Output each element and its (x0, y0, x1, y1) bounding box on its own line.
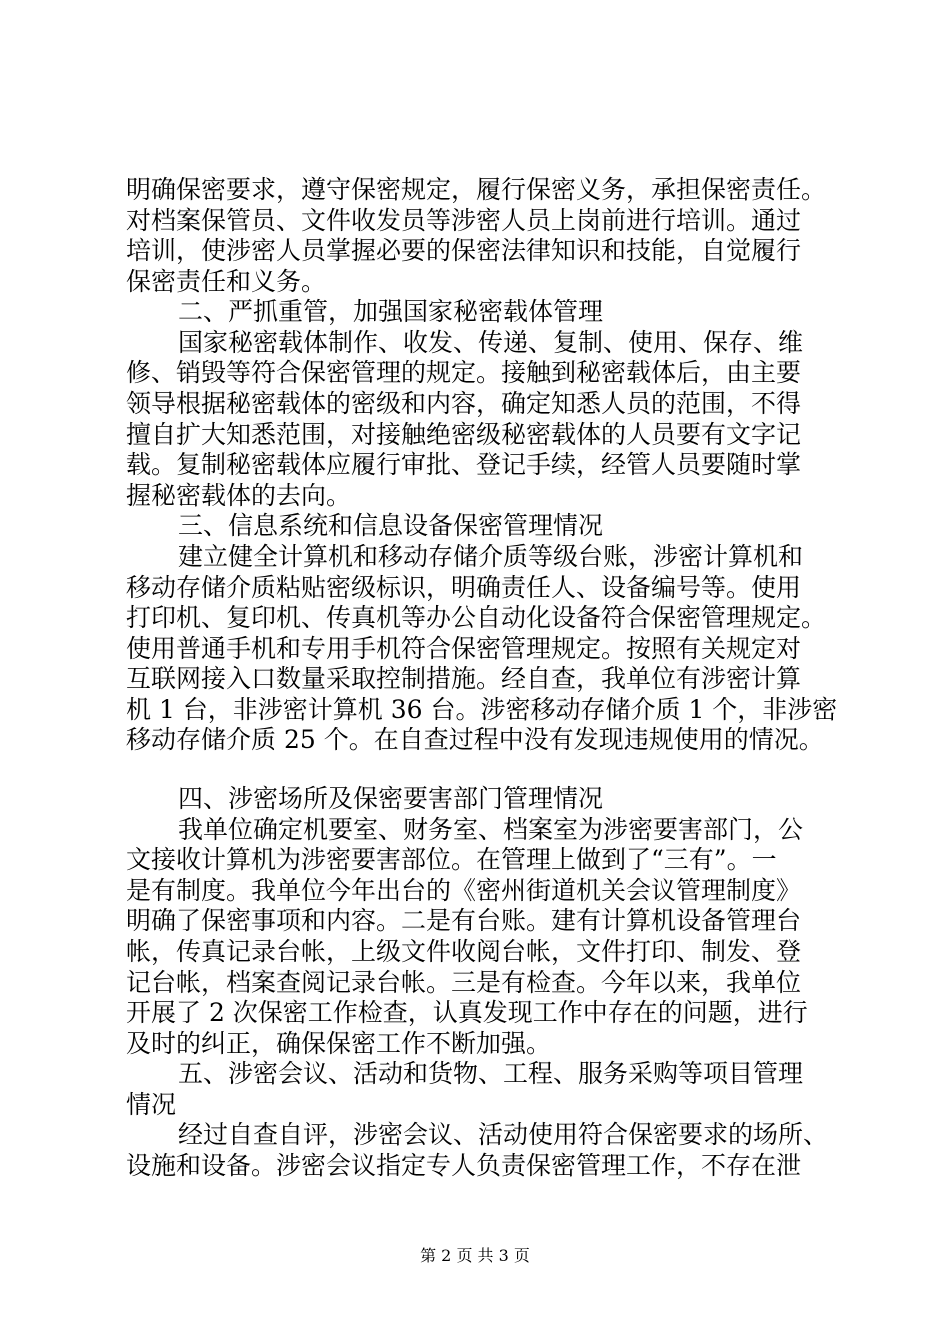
body-text-line: 握秘密载体的去向。 (126, 481, 352, 510)
body-text-line: 打印机、复印机、传真机等办公自动化设备符合保密管理规定。 (126, 603, 827, 632)
body-text-line: 移动存储介质粘贴密级标识，明确责任人、设备编号等。使用 (126, 573, 802, 602)
body-text-line: 擅自扩大知悉范围，对接触绝密级秘密载体的人员要有文字记 (126, 420, 802, 449)
body-text-line: 帐，传真记录台帐，上级文件收阅台帐，文件打印、制发、登 (126, 937, 802, 966)
body-text-line: 使用普通手机和专用手机符合保密管理规定。按照有关规定对 (126, 634, 802, 663)
body-text-line: 领导根据秘密载体的密级和内容，确定知悉人员的范围，不得 (126, 389, 802, 418)
body-text-line: 及时的纠正，确保保密工作不断加强。 (126, 1029, 552, 1058)
page-footer: 第 2 页 共 3 页 (420, 1246, 530, 1265)
body-text-line: 开展了 2 次保密工作检查，认真发现工作中存在的问题，进行 (126, 998, 808, 1027)
body-text-line: 文接收计算机为涉密要害部位。在管理上做到了“三有”。一 (126, 845, 777, 874)
body-text-line: 设施和设备。涉密会议指定专人负责保密管理工作，不存在泄 (126, 1151, 802, 1180)
body-text-line: 移动存储介质 25 个。在自查过程中没有发现违规使用的情况。 (126, 725, 824, 754)
body-text-line: 我单位确定机要室、财务室、档案室为涉密要害部门，公 (178, 815, 804, 844)
body-text-line: 明确了保密事项和内容。二是有台账。建有计算机设备管理台 (126, 906, 802, 935)
body-text-line: 保密责任和义务。 (126, 267, 327, 296)
body-text-line: 载。复制秘密载体应履行审批、登记手续，经管人员要随时掌 (126, 450, 802, 479)
body-text-line: 培训，使涉密人员掌握必要的保密法律知识和技能，自觉履行 (126, 236, 802, 265)
body-text-line: 经过自查自评，涉密会议、活动使用符合保密要求的场所、 (178, 1120, 829, 1149)
body-text-line: 记台帐，档案查阅记录台帐。三是有检查。今年以来，我单位 (126, 968, 802, 997)
body-text-line: 明确保密要求，遵守保密规定，履行保密义务，承担保密责任。 (126, 175, 827, 204)
section-heading: 三、信息系统和信息设备保密管理情况 (178, 511, 604, 540)
section-heading: 五、涉密会议、活动和货物、工程、服务采购等项目管理 (178, 1059, 804, 1088)
section-heading: 二、严抓重管，加强国家秘密载体管理 (178, 297, 604, 326)
body-text-line: 情况 (126, 1090, 177, 1119)
body-text-line: 建立健全计算机和移动存储介质等级台账，涉密计算机和 (178, 542, 804, 571)
body-text-line: 互联网接入口数量采取控制措施。经自查，我单位有涉密计算 (126, 664, 802, 693)
body-text-line: 国家秘密载体制作、收发、传递、复制、使用、保存、维 (178, 328, 804, 357)
body-text-line: 对档案保管员、文件收发员等涉密人员上岗前进行培训。通过 (126, 206, 802, 235)
body-text-line: 是有制度。我单位今年出台的《密州街道机关会议管理制度》 (126, 876, 802, 905)
section-heading: 四、涉密场所及保密要害部门管理情况 (178, 784, 604, 813)
body-text-line: 机 1 台，非涉密计算机 36 台。涉密移动存储介质 1 个，非涉密 (126, 695, 838, 724)
body-text-line: 修、销毁等符合保密管理的规定。接触到秘密载体后，由主要 (126, 358, 802, 387)
